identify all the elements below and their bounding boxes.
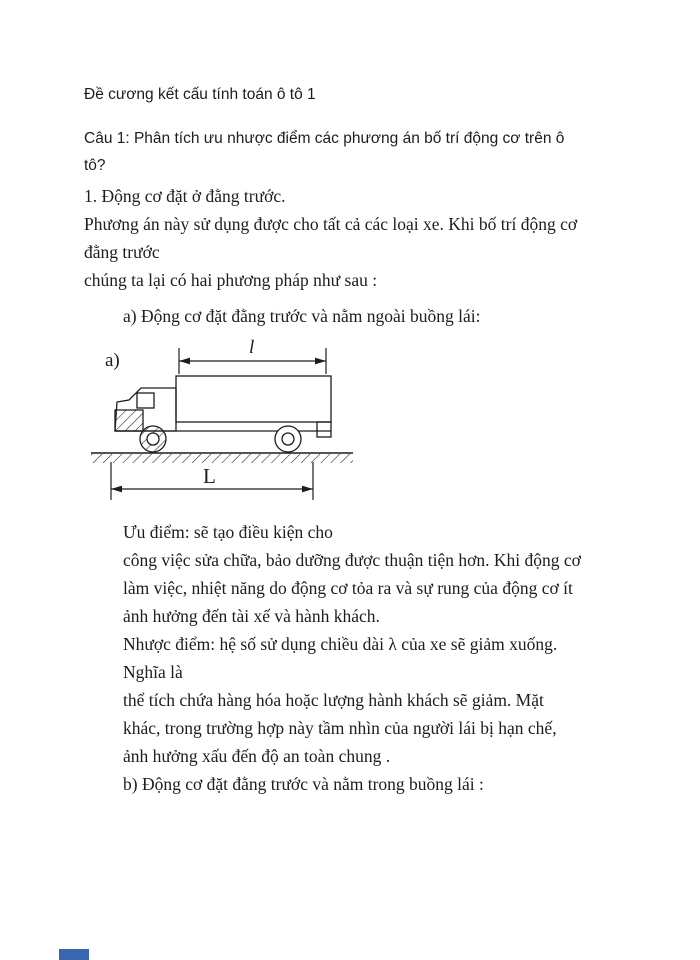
truck-cargo-box [176, 376, 331, 422]
text-line: chúng ta lại có hai phương pháp như sau : [84, 270, 378, 290]
truck-rear-step [317, 422, 331, 437]
ground-line [91, 453, 353, 463]
truck-diagram-svg [91, 336, 551, 508]
figure-label: a) [105, 350, 120, 371]
text-line: Ưu điểm: sẽ tạo điều kiện cho [123, 522, 333, 542]
text-line-item-b: b) Động cơ đặt đằng trước và nằm trong buồng lái : [123, 774, 484, 794]
truck-figure [91, 336, 551, 508]
truck-front-hub [147, 433, 159, 445]
text-line: công việc sửa chữa, bảo dưỡng được thuận tiện hơn. Khi động cơ [123, 550, 581, 570]
text-line: ảnh hưởng xấu đến độ an toàn chung . [123, 746, 391, 766]
truck-drawing [115, 376, 331, 452]
text-line: đằng trước [84, 242, 160, 262]
text-line: tô? [84, 157, 106, 174]
text-line: Nghĩa là [123, 662, 183, 682]
text-line: thể tích chứa hàng hóa hoặc lượng hành khách sẽ giảm. Mặt [123, 690, 544, 710]
dim-bottom-label: L [203, 464, 216, 488]
text-line: khác, trong trường hợp này tầm nhìn của người lái bị hạn chế, [123, 718, 557, 738]
text-line: 1. Động cơ đặt ở đằng trước. [84, 186, 286, 206]
text-line: Nhược điểm: hệ số sử dụng chiều dài λ của xe sẽ giảm xuống. [123, 634, 558, 654]
dim-top-label: l [249, 337, 255, 358]
question-block [84, 125, 630, 179]
truck-front-hatch [115, 410, 143, 431]
truck-cab-window [137, 393, 154, 408]
text-line: làm việc, nhiệt năng do động cơ tỏa ra và sự rung của động cơ ít [123, 578, 573, 598]
text-line-item-a: a) Động cơ đặt đằng trước và nằm ngoài buồng lái: [123, 306, 481, 326]
truck-rear-hub [282, 433, 294, 445]
text-line: ảnh hưởng đến tài xế và hành khách. [123, 606, 380, 626]
document-title: Đề cương kết cấu tính toán ô tô 1 [84, 86, 316, 103]
text-line: Phương án này sử dụng được cho tất cả các loại xe. Khi bố trí động cơ [84, 214, 578, 234]
page-bottom-blue-mark [59, 949, 89, 960]
text-line: Câu 1: Phân tích ưu nhược điểm các phương án bố trí động cơ trên ô [84, 130, 565, 147]
